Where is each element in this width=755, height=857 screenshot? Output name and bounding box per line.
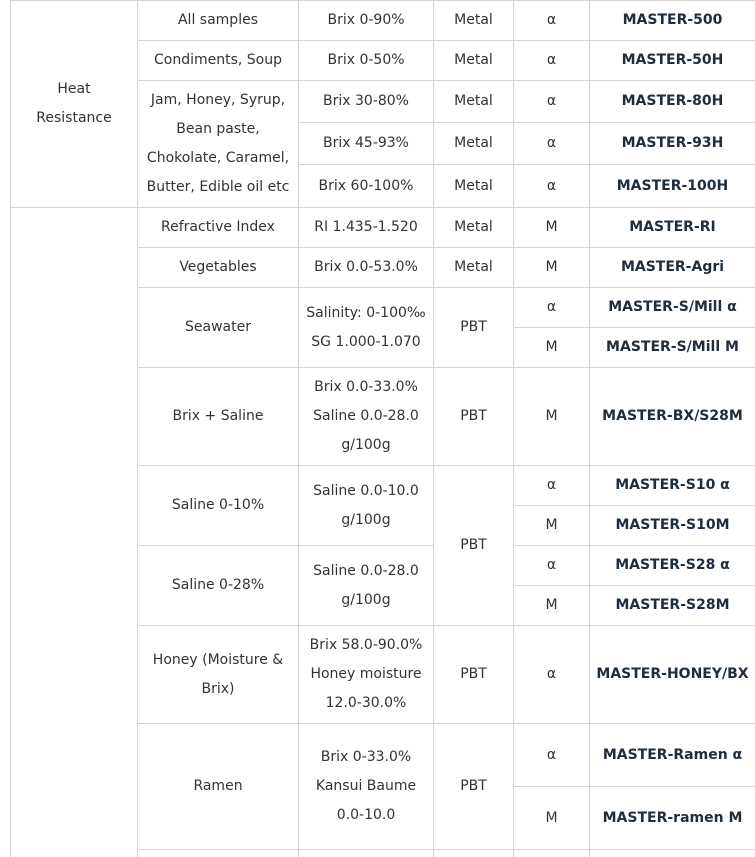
application-cell bbox=[138, 81, 299, 208]
application-line: Brix) bbox=[201, 680, 235, 697]
model-cell: MASTER-S10 α bbox=[590, 466, 755, 506]
type-cell: M bbox=[514, 248, 590, 288]
application-cell: Vegetables bbox=[138, 248, 299, 288]
material-cell: Metal bbox=[434, 123, 514, 165]
model-cell: MASTER-Agri bbox=[590, 248, 755, 288]
range-cell bbox=[299, 546, 434, 626]
type-cell: M bbox=[514, 586, 590, 626]
range-line: 0.0-10.0 bbox=[336, 807, 396, 823]
application-line: Butter, Edible oil etc bbox=[146, 179, 290, 195]
application-line: Bean paste, bbox=[176, 121, 260, 137]
type-cell: α bbox=[514, 81, 590, 123]
type-cell: α bbox=[514, 288, 590, 328]
material-cell: Metal bbox=[434, 208, 514, 248]
application-cell: Condiments, Soup bbox=[138, 41, 299, 81]
model-cell: MASTER-ramen M bbox=[590, 787, 755, 850]
application-line: Honey (Moisture & bbox=[152, 651, 284, 668]
range-cell bbox=[299, 466, 434, 546]
range-line: Saline 0.0-28.0 bbox=[313, 562, 419, 579]
category-label-line: Heat bbox=[57, 81, 91, 97]
type-cell: α bbox=[514, 123, 590, 165]
range-line: Brix 0-33.0% bbox=[320, 749, 412, 765]
type-cell: α bbox=[514, 466, 590, 506]
type-cell bbox=[514, 850, 590, 857]
application-cell bbox=[138, 850, 299, 857]
range-cell bbox=[299, 368, 434, 466]
range-line: Brix 0.0-33.0% bbox=[314, 379, 418, 395]
application-cell: Saline 0-28% bbox=[138, 546, 299, 626]
type-cell: α bbox=[514, 626, 590, 724]
type-cell: α bbox=[514, 1, 590, 41]
range-cell: RI 1.435-1.520 bbox=[299, 208, 434, 248]
range-cell bbox=[299, 626, 434, 724]
application-cell: Brix + Saline bbox=[138, 368, 299, 466]
material-cell: PBT bbox=[434, 724, 514, 850]
model-cell: MASTER-S/Mill M bbox=[590, 328, 755, 368]
application-cell: Saline 0-10% bbox=[138, 466, 299, 546]
range-cell: Brix 0-90% bbox=[299, 1, 434, 41]
range-cell: Brix 60-100% bbox=[299, 165, 434, 208]
type-cell: α bbox=[514, 165, 590, 208]
range-line: Saline 0.0-10.0 bbox=[313, 482, 419, 499]
range-line: Salinity: 0-100‰ bbox=[306, 304, 426, 321]
type-cell: M bbox=[514, 328, 590, 368]
range-cell: Brix 45-93% bbox=[299, 123, 434, 165]
model-cell: MASTER-93H bbox=[590, 123, 755, 165]
type-cell: M bbox=[514, 506, 590, 546]
type-cell: M bbox=[514, 368, 590, 466]
range-line: SG 1.000-1.070 bbox=[311, 333, 421, 350]
model-cell: MASTER-Ramen α bbox=[590, 724, 755, 787]
model-cell: MASTER-80H bbox=[590, 81, 755, 123]
range-cell: Brix 0-50% bbox=[299, 41, 434, 81]
type-cell: α bbox=[514, 546, 590, 586]
type-cell: α bbox=[514, 724, 590, 787]
material-cell: Metal bbox=[434, 41, 514, 81]
application-cell: Seawater bbox=[138, 288, 299, 368]
range-cell bbox=[299, 724, 434, 850]
model-cell: MASTER-S/Mill α bbox=[590, 288, 755, 328]
application-cell: Refractive Index bbox=[138, 208, 299, 248]
table-row bbox=[11, 1, 755, 41]
range-cell bbox=[299, 850, 434, 857]
application-cell: All samples bbox=[138, 1, 299, 41]
model-cell: MASTER-100H bbox=[590, 165, 755, 208]
material-cell: Metal bbox=[434, 165, 514, 208]
category-other bbox=[11, 208, 138, 857]
range-line: Honey moisture bbox=[310, 666, 422, 682]
model-cell: MASTER-500 bbox=[590, 1, 755, 41]
range-cell: Brix 0.0-53.0% bbox=[299, 248, 434, 288]
model-cell: MASTER-RI bbox=[590, 208, 755, 248]
type-cell: M bbox=[514, 208, 590, 248]
range-cell: Brix 30-80% bbox=[299, 81, 434, 123]
range-line: 12.0-30.0% bbox=[325, 695, 407, 711]
range-line: Saline 0.0-28.0 bbox=[313, 408, 419, 424]
model-cell: MASTER-S28 α bbox=[590, 546, 755, 586]
model-cell: MASTER-HONEY/BX bbox=[590, 626, 755, 724]
application-cell bbox=[138, 626, 299, 724]
table-row bbox=[11, 208, 755, 248]
application-cell: Ramen bbox=[138, 724, 299, 850]
model-cell: MASTER-50H bbox=[590, 41, 755, 81]
material-cell: PBT bbox=[434, 368, 514, 466]
material-cell: Metal bbox=[434, 81, 514, 123]
range-line: Kansui Baume bbox=[315, 778, 417, 794]
category-heat-resistance bbox=[11, 1, 138, 208]
type-cell: M bbox=[514, 787, 590, 850]
material-cell: PBT bbox=[434, 626, 514, 724]
material-cell: Metal bbox=[434, 1, 514, 41]
model-cell: MASTER-S28M bbox=[590, 586, 755, 626]
range-line: Brix 58.0-90.0% bbox=[309, 637, 423, 653]
range-line: g/100g bbox=[341, 511, 391, 528]
material-cell: PBT bbox=[434, 288, 514, 368]
application-line: Chokolate, Caramel, bbox=[146, 150, 290, 166]
type-cell: α bbox=[514, 41, 590, 81]
range-line: g/100g bbox=[341, 591, 391, 608]
model-cell: MASTER-S10M bbox=[590, 506, 755, 546]
product-spec-table bbox=[10, 0, 755, 857]
category-label-line: Resistance bbox=[36, 110, 112, 126]
material-cell bbox=[434, 850, 514, 857]
application-line: Jam, Honey, Syrup, bbox=[150, 92, 286, 108]
model-cell: MASTER-BX/S28M bbox=[590, 368, 755, 466]
material-cell: PBT bbox=[434, 466, 514, 626]
range-line: g/100g bbox=[341, 437, 391, 453]
material-cell: Metal bbox=[434, 248, 514, 288]
range-cell bbox=[299, 288, 434, 368]
model-cell bbox=[590, 850, 755, 857]
